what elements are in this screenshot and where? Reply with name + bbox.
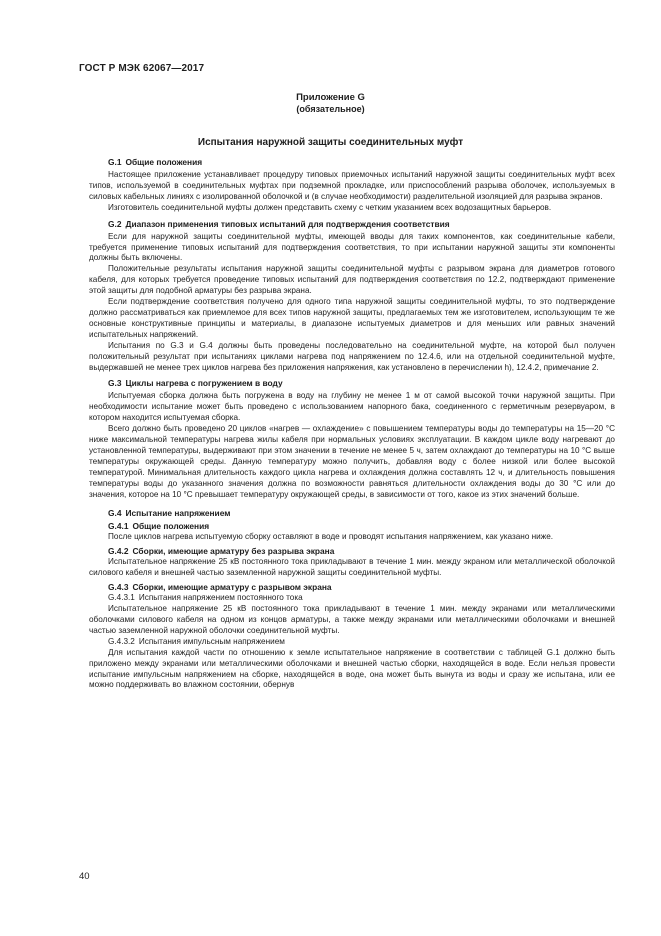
section-title: Диапазон применения типовых испытаний для подтверждения соответствия [125,218,450,229]
paragraph: Испытательное напряжение 25 кВ постоянного тока прикладывают в течение 1 мин. между экраном или металлической оболочкой силового кабеля и внешней частью заземленной наружной защиты соединительной муфты. [89,557,615,578]
section-g1-heading [89,157,615,168]
document-body [89,157,615,691]
section-number: G.3 [108,378,122,389]
paragraph: Испытуемая сборка должна быть погружена в воду на глубину не менее 1 м от самой высокой точки наружной защиты. При необходимости испытание может быть проведено с использованием напорного бака, соединенного с герметичным резервуаром, в котором находится испытуемая сборка. [89,391,615,423]
section-number: G.4.1 [108,521,129,532]
paragraph: Положительные результаты испытания наружной защиты соединительной муфты с разрывом экрана для диаметров готового кабеля, для которых требуется проведение типовых испытаний для подтверждения соответствия по 12.2, подтверждают применение этой защиты для подобной арматуры без разрыва экрана. [89,264,615,296]
paragraph: Если подтверждение соответствия получено для одного типа наружной защиты соединительной муфты, то это подтверждение должно рассматриваться как приемлемое для всех типов наружной защиты, предлагаемых тем же изготовителем, использующим те же основные конструктивные принципы и материалы, в диапазоне испытуемых диаметров и для меньших или равных значений испытательных напряжений. [89,297,615,339]
section-title: Испытания импульсным напряжением [138,636,285,646]
section-title: Испытание напряжением [125,508,231,519]
paragraph: Всего должно быть проведено 20 циклов «нагрев — охлаждение» с повышением температуры воды до температуры на 15—20 °С ниже максимальной температуры нагрева жилы кабеля при нормальных условиях эксплуатации. В каждом цикле воду нагревают до установленной температуры, выдерживают при этом значении в течение не менее 5 ч, затем охлаждают до температуры на 10 °С выше температуры окружающей среды. Данную температуру можно получить, добавляя воду с более низкой или более высокой температурой. Минимальная длительность каждого цикла нагрева и охлаждения должна составлять 12 ч, и длительность повышения температуры воды до указанного значения должна по возможности равняться длительности охлаждения воды до 30 °С или до значения, которое на 10 °С превышает температуру окружающей среды, в зависимости от того, какое из этих значений больше. [89,424,615,499]
section-g431-heading [89,593,615,604]
paragraph: Изготовитель соединительной муфты должен представить схему с четким указанием всех водозащитных барьеров. [108,202,552,212]
paragraph: После циклов нагрева испытуемую сборку оставляют в воде и проводят испытания напряжением, как указано ниже. [108,532,554,542]
paragraph: Если для наружной защиты соединительной муфты, имеющей вводы для таких компонентов, как соединительные кабели, требуется применение типовых испытаний для подтверждения соответствия, то при испытании наружной защиты эти компоненты должны быть включены. [89,231,615,263]
section-g43-heading [89,582,615,593]
section-number: G.4.3.2 [108,636,135,646]
section-g42-heading [89,546,615,557]
section-title: Общие положения [132,521,210,532]
section-g2-heading [89,219,615,230]
section-number: G.2 [108,218,122,229]
paragraph: Для испытания каждой части по отношению к земле испытательное напряжение в соответствии с таблицей G.1 должно быть приложено между экранами или металлическими оболочками и внешней частью сборки, находящейся в воде. Если нельзя провести испытание импульсным напряжением на сборке, находящейся в воде, она может быть вынута из воды и сразу же испытана, или ее можно поддерживать во влажном состоянии, обернув [89,647,615,690]
section-number: G.1 [108,157,122,167]
paragraph: Настоящее приложение устанавливает процедуру типовых приемочных испытаний наружной защиты соединительных муфт всех типов, используемой в соединительных муфтах при подземной прокладке, или приспособлений разрыва оболочек, используемых в силовых кабельных линиях с изолированной оболочкой и (в случае необходимости) разделительной изоляцией для разрыва экранов. [89,170,615,201]
section-g432-heading [89,637,615,648]
section-g4-heading [89,508,615,519]
section-number: G.4.3 [108,582,129,593]
section-g3-heading [89,378,615,389]
section-number: G.4.2 [108,546,129,557]
annex-title: Приложение G [296,92,365,103]
section-title: Сборки, имеющие арматуру с разрывом экрана [132,582,332,593]
section-title: Общие положения [125,157,203,167]
section-title: Циклы нагрева с погружением в воду [125,378,283,389]
section-g41-heading [89,521,615,532]
page-number: 40 [79,871,90,882]
section-title: Сборки, имеющие арматуру без разрыва экрана [132,546,335,557]
section-number: G.4.3.1 [108,593,135,603]
paragraph: Испытательное напряжение 25 кВ постоянного тока прикладывают в течение 1 мин. между экранами или металлическими оболочками силового кабеля на одном из концов арматуры, а также между экранами или металлическими оболочками и внешней частью заземленной наружной оболочки соединительной муфты. [89,604,615,635]
document-title: Испытания наружной защиты соединительных муфт [197,137,464,148]
paragraph: Испытания по G.3 и G.4 должны быть проведены последовательно на соединительной муфте, на которой был получен положительный результат при испытаниях циклами нагрева под напряжением по 12.4.6, или на отдельной соединительной муфте, выдержавшей не менее трех циклов нагрева без приложения напряжения, как установлено в перечислении h), 12.4.2, примечание 2. [89,340,615,372]
standard-header: ГОСТ Р МЭК 62067—2017 [79,63,205,74]
section-number: G.4 [108,508,122,519]
section-title: Испытания напряжением постоянного тока [138,593,303,603]
annex-status: (обязательное) [296,104,365,114]
